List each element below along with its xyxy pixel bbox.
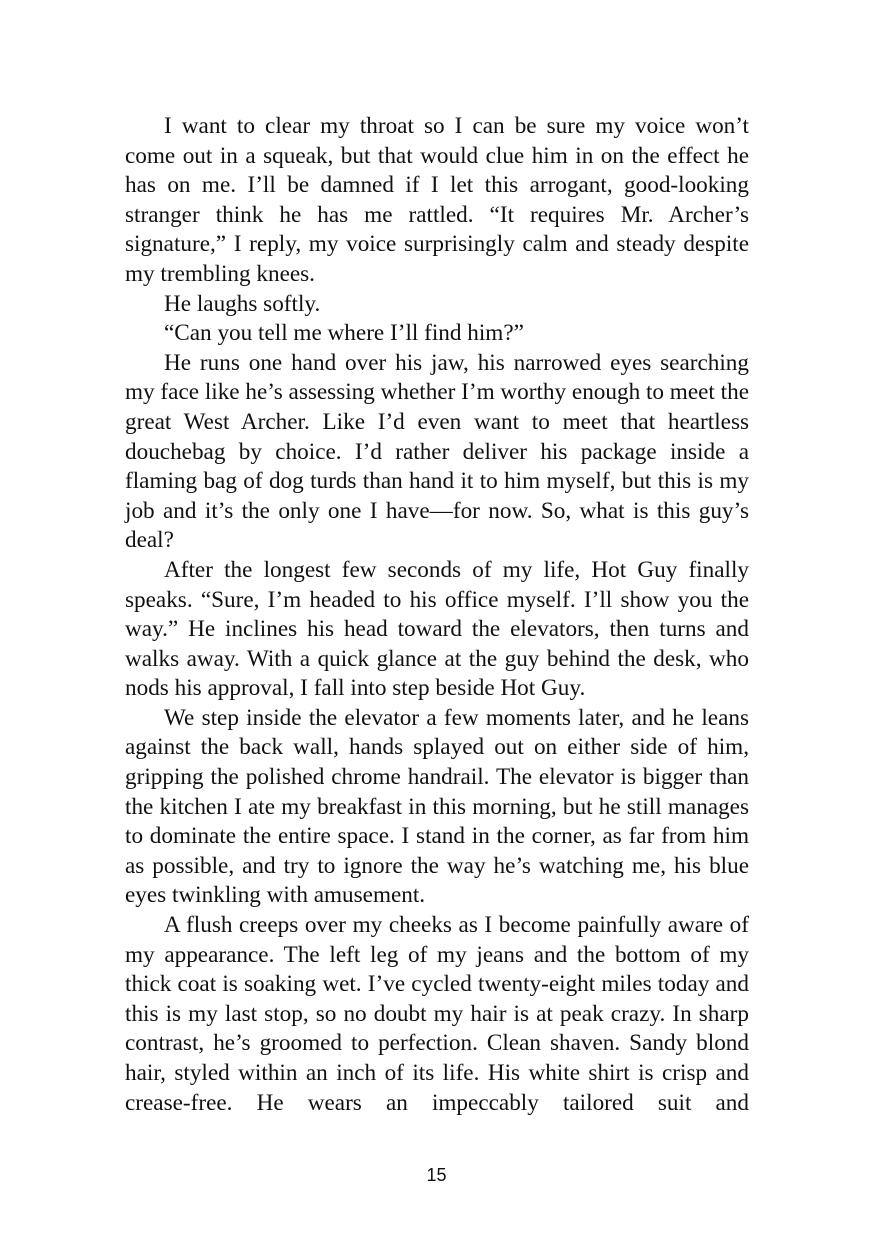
paragraph: A flush creeps over my cheeks as I become painfully aware of my appearance. The left leg of my jeans and the bottom of my thick coat is soaking wet. I’ve cycled twenty-eight miles today and this is my last stop, so no doubt my hair is at peak crazy. In sharp contrast, he’s groomed to perfection. Clean shaven. Sandy blond hair, styled within an inch of its life. His white shirt is crisp and crease-free. He wears an impeccably tailored suit and bbox=[125, 912, 749, 1116]
body-text bbox=[125, 112, 749, 1118]
paragraph: After the longest few seconds of my life, Hot Guy finally speaks. “Sure, I’m headed to his office myself. I’ll show you the way.” He inclines his head toward the elevators, then turns and walks away. With a quick glance at the guy behind the desk, who nods his approval, I fall into step beside Hot Guy. bbox=[125, 556, 749, 702]
paragraph: He runs one hand over his jaw, his narrowed eyes searching my face like he’s assessing whether I’m worthy enough to meet the great West Archer. Like I’d even want to meet that heartless douchebag by choice. I’d rather deliver his package inside a flaming bag of dog turds than hand it to him myself, but this is my job and it’s the only one I have—for now. So, what is this guy’s deal? bbox=[125, 349, 749, 554]
page-number: 15 bbox=[426, 1165, 447, 1185]
paragraph: He laughs softly. bbox=[164, 290, 321, 317]
paragraph: I want to clear my throat so I can be sure my voice won’t come out in a squeak, but that would clue him in on the effect he has on me. I’ll be damned if I let this arrogant, good-looking stranger think he has me rattled. “It requires Mr. Archer’s signature,” I reply, my voice surprisingly calm and steady despite my trembling knees. bbox=[125, 113, 749, 287]
paragraph: We step inside the elevator a few moments later, and he leans against the back wall, hands splayed out on either side of him, gripping the polished chrome handrail. The elevator is bigger than the kitchen I ate my breakfast in this morning, but he still manages to dominate the entire space. I stand in the corner, as far from him as possible, and try to ignore the way he’s watching me, his blue eyes twinkling with amusement. bbox=[125, 704, 749, 909]
paragraph: “Can you tell me where I’ll find him?” bbox=[164, 320, 524, 347]
